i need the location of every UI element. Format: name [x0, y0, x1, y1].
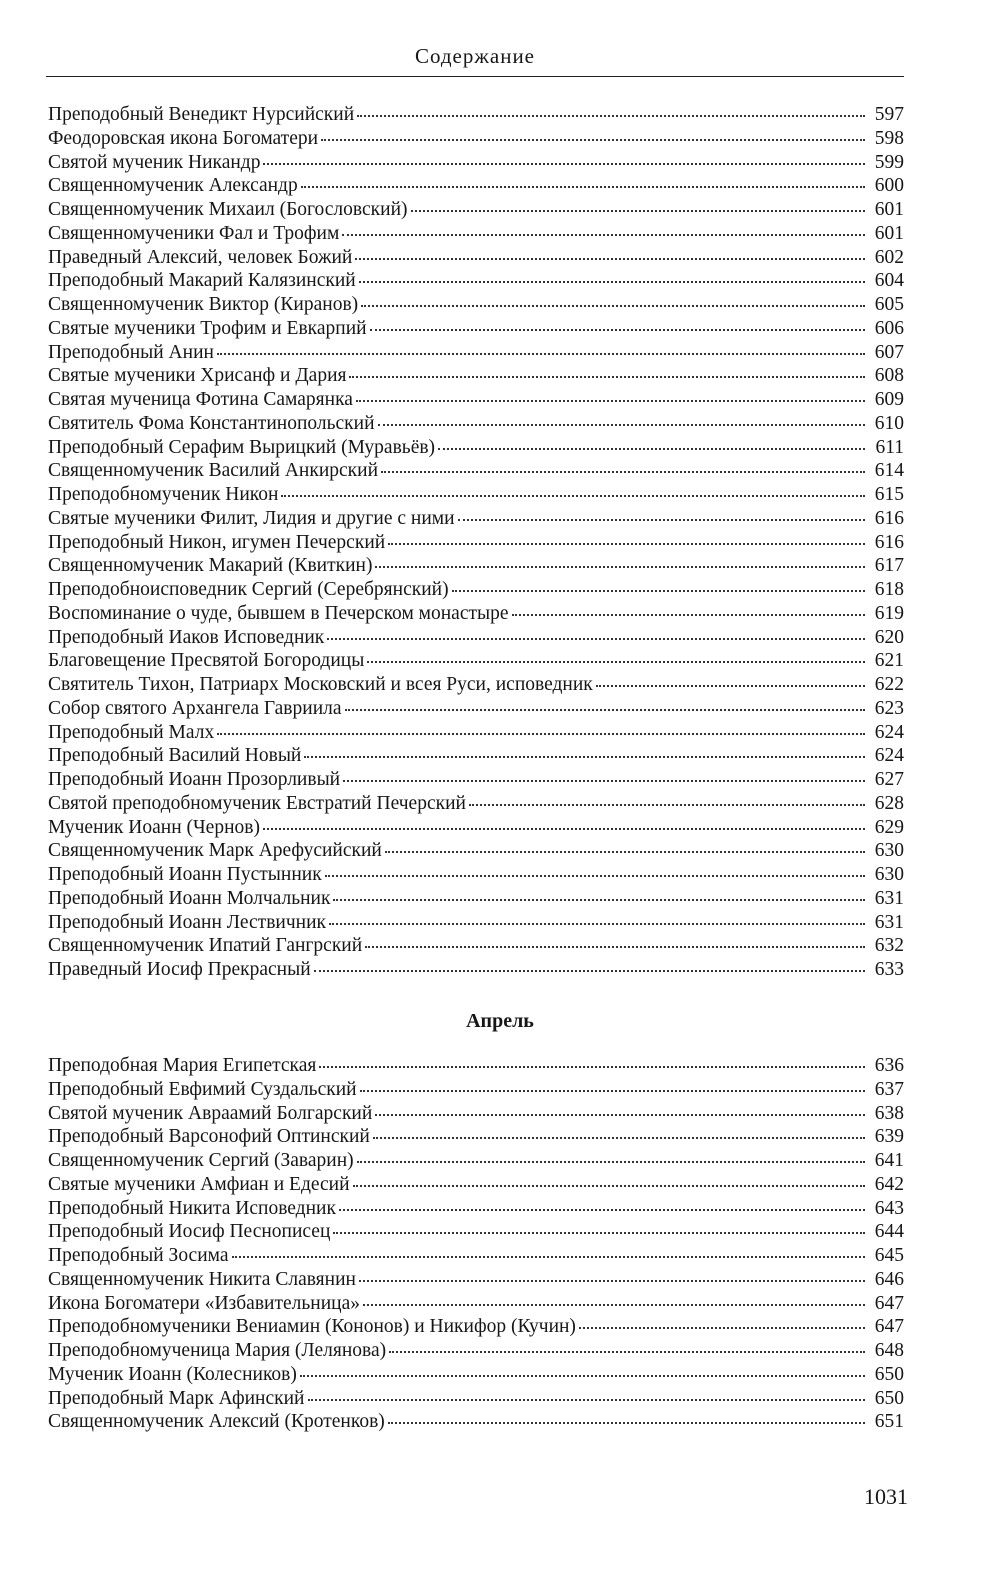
- toc-entry-page: 597: [874, 104, 904, 125]
- dot-leader: [263, 828, 865, 830]
- toc-entry: [48, 578, 904, 602]
- dot-leader: [512, 614, 865, 616]
- toc-entry-title: Святые мученики Трофим и Евкарпий: [48, 317, 367, 339]
- toc-entry-page: 639: [874, 1126, 904, 1148]
- toc-entry-title: Преподобный Анин: [48, 341, 214, 363]
- toc-entry-title: Преподобномученик Никон: [48, 484, 279, 505]
- dot-leader: [325, 875, 865, 877]
- dot-leader: [263, 163, 865, 165]
- toc-entry: [48, 1363, 904, 1387]
- toc-entry: [48, 887, 904, 911]
- toc-entry-title: Преподобноисповедник Сергий (Серебрянский): [48, 579, 449, 600]
- dot-leader: [411, 210, 866, 212]
- toc-entry-page: 628: [874, 792, 904, 814]
- toc-entry-page: 650: [874, 1387, 904, 1409]
- toc-entry-title: Святитель Тихон, Патриарх Московский и всея Руси, исповедник: [48, 674, 593, 695]
- toc-entry-page: 607: [874, 341, 904, 363]
- toc-entry-title: Преподобный Зосима: [48, 1245, 229, 1266]
- dot-leader: [388, 1422, 865, 1424]
- toc-entry-page: 631: [874, 887, 904, 909]
- dot-leader: [596, 685, 865, 687]
- toc-entry-page: 647: [874, 1316, 904, 1338]
- toc-entry-title: Преподобный Марк Афинский: [48, 1387, 305, 1409]
- toc-entry-page: 647: [874, 1292, 904, 1314]
- toc-entry: [48, 341, 904, 365]
- header-rule: [46, 76, 904, 77]
- toc-entry: [48, 744, 904, 768]
- toc-entry-title: Святые мученики Филит, Лидия и другие с ними: [48, 507, 455, 529]
- toc-entry-page: 645: [874, 1245, 904, 1266]
- toc-entry: [48, 1387, 904, 1411]
- toc-entry-title: Преподобный Евфимий Суздальский: [48, 1078, 357, 1100]
- toc-entry: [48, 1102, 904, 1126]
- toc-entry-page: 604: [874, 270, 904, 292]
- toc-entry-title: Преподобный Иоанн Лествичник: [48, 911, 326, 933]
- toc-entry: [48, 531, 904, 555]
- dot-leader: [356, 400, 865, 402]
- toc-entry-title: Священномученик Алексий (Кротенков): [48, 1411, 385, 1433]
- toc-entry: [48, 127, 904, 151]
- toc-entry-page: 646: [874, 1268, 904, 1290]
- toc-entry-title: Священномученик Александр: [48, 175, 298, 197]
- dot-leader: [360, 1090, 865, 1092]
- toc-entry-title: Преподобный Василий Новый: [48, 745, 302, 767]
- toc-entry-page: 624: [874, 721, 904, 743]
- toc-entry: [48, 958, 904, 982]
- toc-entry: [48, 483, 904, 507]
- toc-entry-page: 627: [874, 769, 904, 790]
- dot-leader: [301, 186, 865, 188]
- dot-leader: [349, 376, 865, 378]
- dot-leader: [363, 1304, 865, 1306]
- toc-entry: [48, 816, 904, 840]
- toc-entry-title: Священномученики Фал и Трофим: [48, 222, 340, 244]
- toc-entry-title: Преподобный Иоанн Прозорливый: [48, 769, 341, 790]
- toc-entry-title: Святитель Фома Константинопольский: [48, 412, 375, 434]
- dot-leader: [373, 1137, 865, 1139]
- toc-entry: [48, 768, 904, 792]
- dot-leader: [357, 115, 865, 117]
- toc-entry: [48, 436, 904, 460]
- toc-entry: [48, 1315, 904, 1339]
- toc-entry-title: Священномученик Михаил (Богословский): [48, 199, 408, 220]
- toc-entry-title: Священномученик Сергий (Заварин): [48, 1150, 354, 1171]
- toc-entry-page: 637: [874, 1078, 904, 1100]
- dot-leader: [327, 638, 865, 640]
- toc-entry-page: 614: [874, 460, 904, 482]
- toc-entry-title: Преподобный Серафим Вырицкий (Муравьёв): [48, 436, 436, 458]
- toc-entry-title: Преподобный Иоанн Молчальник: [48, 887, 331, 909]
- dot-leader: [319, 1066, 865, 1068]
- dot-leader: [321, 139, 865, 141]
- dot-leader: [232, 1256, 865, 1258]
- dot-leader: [381, 471, 865, 473]
- toc-entry-title: Священномученик Виктор (Киранов): [48, 294, 359, 315]
- toc-entry-page: 620: [874, 626, 904, 648]
- toc-entry: [48, 1339, 904, 1363]
- toc-entry-title: Преподобный Венедикт Нурсийский: [48, 104, 355, 125]
- dot-leader: [357, 1161, 865, 1163]
- dot-leader: [370, 329, 865, 331]
- toc-section-april: [48, 1054, 904, 1434]
- toc-entry-title: Преподобная Мария Египетская: [48, 1055, 317, 1076]
- toc-entry: [48, 364, 904, 388]
- dot-leader: [339, 1209, 865, 1211]
- dot-leader: [304, 756, 865, 758]
- toc-entry: [48, 911, 904, 935]
- toc-entry-page: 609: [874, 389, 904, 410]
- dot-leader: [343, 780, 865, 782]
- toc-entry-title: Священномученик Никита Славянин: [48, 1268, 356, 1290]
- toc-entry-page: 642: [874, 1173, 904, 1195]
- toc-entry: [48, 1149, 904, 1173]
- dot-leader: [375, 566, 865, 568]
- toc-entry: [48, 1173, 904, 1197]
- toc-entry-title: Преподобный Никон, игумен Печерский: [48, 531, 386, 553]
- toc-entry-page: 624: [874, 745, 904, 767]
- dot-leader: [579, 1327, 865, 1329]
- dot-leader: [308, 1399, 866, 1401]
- toc-entry-title: Собор святого Архангела Гавриила: [48, 697, 342, 719]
- toc-entry-title: Преподобный Никита Исповедник: [48, 1197, 336, 1219]
- toc-entry-page: 629: [874, 816, 904, 838]
- dot-leader: [345, 709, 865, 711]
- toc-entry: [48, 151, 904, 175]
- toc-entry-title: Мученик Иоанн (Колесников): [48, 1363, 297, 1385]
- toc-entry-title: Святой мученик Никандр: [48, 151, 261, 173]
- toc-entry: [48, 174, 904, 198]
- dot-leader: [333, 899, 865, 901]
- toc-entry-title: Преподобный Макарий Калязинский: [48, 270, 356, 292]
- toc-entry-page: 610: [874, 412, 904, 434]
- toc-entry: [48, 721, 904, 745]
- toc-entry-page: 630: [874, 864, 904, 885]
- toc-entry: [48, 839, 904, 863]
- toc-entry-title: Священномученик Макарий (Квиткин): [48, 555, 373, 577]
- toc-entry-page: 617: [874, 555, 904, 577]
- dot-leader: [389, 1351, 865, 1353]
- dot-leader: [361, 305, 865, 307]
- toc-entry-page: 601: [874, 199, 904, 220]
- toc-entry-page: 601: [874, 222, 904, 244]
- toc-entry-page: 632: [874, 935, 904, 957]
- toc-section-march: [48, 103, 904, 982]
- toc-entry-page: 648: [874, 1340, 904, 1361]
- toc-entry: [48, 507, 904, 531]
- toc-entry-page: 611: [875, 436, 904, 458]
- toc-entry-title: Священномученик Василий Анкирский: [48, 460, 379, 482]
- toc-entry-title: Праведный Иосиф Прекрасный: [48, 959, 311, 980]
- toc-entry: [48, 317, 904, 341]
- toc-entry-page: 608: [874, 365, 904, 387]
- toc-entry: [48, 198, 904, 222]
- dot-leader: [367, 661, 865, 663]
- dot-leader: [365, 946, 865, 948]
- toc-entry-page: 599: [874, 151, 904, 173]
- toc-entry-page: 616: [874, 531, 904, 553]
- toc-entry-title: Феодоровская икона Богоматери: [48, 127, 319, 149]
- toc-entry: [48, 554, 904, 578]
- dot-leader: [375, 1114, 865, 1116]
- toc-entry-page: 605: [874, 294, 904, 315]
- toc-entry-title: Преподобный Иосиф Песнописец: [48, 1221, 331, 1243]
- toc-entry-title: Святые мученики Хрисанф и Дария: [48, 365, 347, 387]
- dot-leader: [385, 851, 865, 853]
- toc-entry-page: 598: [874, 127, 904, 149]
- toc-entry-title: Икона Богоматери «Избавительница»: [48, 1292, 360, 1314]
- toc-entry: [48, 222, 904, 246]
- toc-entry-page: 615: [874, 484, 904, 505]
- toc-entry-title: Преподобномученики Вениамин (Кононов) и Никифор (Кучин): [48, 1316, 576, 1338]
- toc-entry-page: 650: [874, 1363, 904, 1385]
- dot-leader: [300, 1375, 865, 1377]
- toc-entry: [48, 459, 904, 483]
- toc-entry-page: 643: [874, 1197, 904, 1219]
- toc-entry-page: 630: [874, 840, 904, 862]
- toc-entry-page: 631: [874, 911, 904, 933]
- dot-leader: [329, 923, 865, 925]
- dot-leader: [452, 590, 865, 592]
- toc-entry: [48, 103, 904, 127]
- toc-entry: [48, 1197, 904, 1221]
- toc-entry: [48, 246, 904, 270]
- section-heading-april: Апрель: [466, 1010, 534, 1032]
- toc-entry-title: Преподобный Иоанн Пустынник: [48, 864, 322, 885]
- toc-entry-page: 619: [874, 602, 904, 624]
- toc-entry-page: 606: [874, 317, 904, 339]
- toc-entry-title: Священномученик Ипатий Гангрский: [48, 935, 363, 957]
- page-header-title: Содержание: [414, 44, 536, 68]
- toc-entry-page: 651: [874, 1411, 904, 1433]
- dot-leader: [458, 519, 865, 521]
- toc-entry: [48, 1125, 904, 1149]
- toc-entry-page: 602: [874, 246, 904, 268]
- toc-entry: [48, 1268, 904, 1292]
- toc-entry-title: Благовещение Пресвятой Богородицы: [48, 650, 365, 672]
- toc-entry: [48, 863, 904, 887]
- dot-leader: [388, 543, 865, 545]
- toc-entry: [48, 792, 904, 816]
- toc-entry-title: Святой преподобномученик Евстратий Печерский: [48, 792, 466, 814]
- toc-entry: [48, 1410, 904, 1434]
- toc-entry-title: Святая мученица Фотина Самарянка: [48, 389, 353, 410]
- dot-leader: [314, 970, 865, 972]
- dot-leader: [359, 281, 865, 283]
- toc-entry-page: 641: [874, 1150, 904, 1171]
- toc-entry-page: 644: [874, 1221, 904, 1243]
- toc-entry-page: 622: [874, 674, 904, 695]
- toc-entry-page: 638: [874, 1102, 904, 1124]
- dot-leader: [359, 1280, 865, 1282]
- toc-entry-page: 623: [874, 697, 904, 719]
- dot-leader: [217, 353, 865, 355]
- toc-entry-title: Праведный Алексий, человек Божий: [48, 246, 353, 268]
- toc-entry-page: 633: [874, 959, 904, 980]
- dot-leader: [342, 234, 865, 236]
- dot-leader: [353, 1185, 865, 1187]
- toc-entry: [48, 412, 904, 436]
- toc-entry-title: Преподобный Иаков Исповедник: [48, 626, 325, 648]
- toc-entry-title: Мученик Иоанн (Чернов): [48, 816, 260, 838]
- toc-entry: [48, 934, 904, 958]
- dot-leader: [378, 424, 865, 426]
- toc-entry: [48, 697, 904, 721]
- toc-entry-page: 621: [874, 650, 904, 672]
- toc-entry: [48, 1054, 904, 1078]
- toc-entry: [48, 1244, 904, 1268]
- toc-entry-title: Святые мученики Амфиан и Едесий: [48, 1173, 350, 1195]
- dot-leader: [438, 448, 865, 450]
- toc-entry-title: Преподобномученица Мария (Лелянова): [48, 1340, 387, 1361]
- dot-leader: [217, 733, 865, 735]
- toc-entry: [48, 1220, 904, 1244]
- toc-entry-page: 616: [874, 507, 904, 529]
- dot-leader: [333, 1232, 865, 1234]
- toc-entry-title: Преподобный Малх: [48, 721, 215, 743]
- toc-entry: [48, 1292, 904, 1316]
- toc-entry-page: 618: [874, 579, 904, 600]
- toc-entry-page: 636: [874, 1055, 904, 1076]
- toc-entry-page: 600: [874, 175, 904, 197]
- dot-leader: [469, 804, 865, 806]
- toc-entry: [48, 649, 904, 673]
- toc-entry: [48, 626, 904, 650]
- toc-entry-title: Священномученик Марк Арефусийский: [48, 840, 382, 862]
- toc-entry: [48, 1078, 904, 1102]
- toc-entry-title: Воспоминание о чуде, бывшем в Печерском монастыре: [48, 602, 509, 624]
- dot-leader: [281, 495, 865, 497]
- toc-entry: [48, 673, 904, 697]
- toc-entry: [48, 602, 904, 626]
- toc-entry: [48, 269, 904, 293]
- page-number: 1031: [864, 1484, 908, 1509]
- toc-entry: [48, 388, 904, 412]
- dot-leader: [355, 258, 865, 260]
- toc-entry-title: Святой мученик Авраамий Болгарский: [48, 1102, 373, 1124]
- toc-entry-title: Преподобный Варсонофий Оптинский: [48, 1126, 370, 1148]
- toc-entry: [48, 293, 904, 317]
